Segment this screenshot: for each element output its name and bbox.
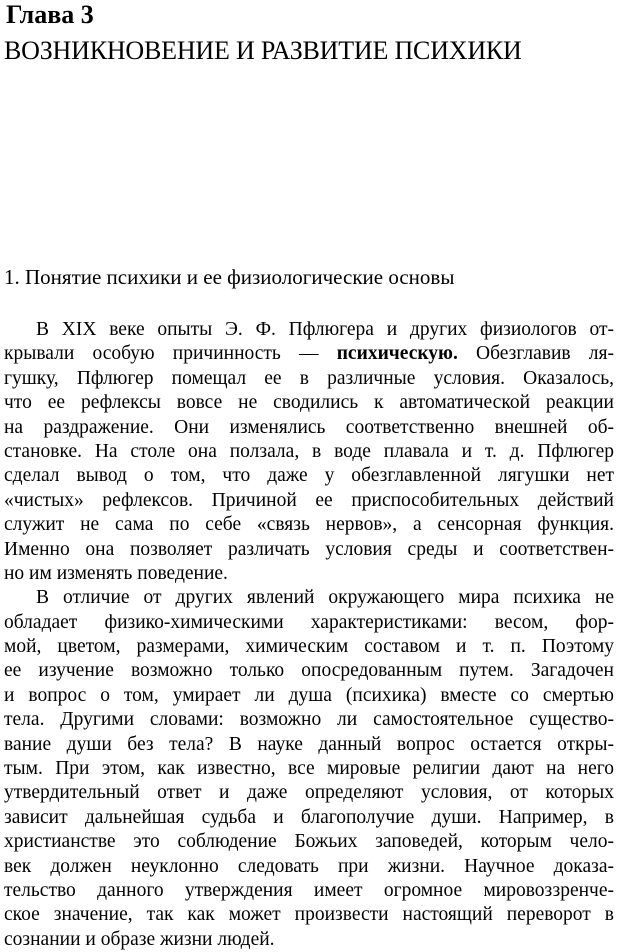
body-text: [4, 318, 614, 952]
paragraph-2-line: тельство данного утверждения имеет огромное мировоззренче-: [4, 879, 614, 901]
paragraph-2-line: обладает физико-химическими характеристиками: весом, фор-: [4, 611, 614, 633]
paragraph-2-line: тым. При этом, как известно, все мировые религии дают на него: [4, 758, 614, 780]
paragraph-1-line: «чистых» рефлексов. Причиной ее приспособительных действий: [4, 489, 614, 511]
paragraph-1-line: на раздражение. Они изменялись соответственно внешней об-: [4, 416, 614, 438]
paragraph-1-line: но им изменять поведение.: [4, 562, 228, 584]
paragraph-1-line: становке. На столе она ползала, в воде плавала и т. д. Пфлюгер: [4, 440, 614, 462]
section-title: 1. Понятие психики и ее физиологические основы: [4, 265, 455, 289]
paragraph-1-line: сделал вывод о том, что даже у обезглавленной лягушки нет: [4, 465, 614, 487]
paragraph-2-line: христианстве это соблюдение Божьих заповедей, которым чело-: [4, 831, 614, 853]
paragraph-2-line: сознании и образе жизни людей.: [4, 928, 275, 950]
paragraph-2-line: ее изучение возможно только опосредованным путем. Загадочен: [4, 660, 614, 682]
paragraph-2-line: ское значение, так как может произвести настоящий переворот в: [4, 904, 614, 926]
paragraph-2-line: и вопрос о том, умирает ли душа (психика) вместе со смертью: [4, 684, 614, 706]
paragraph-1-line: В XIX веке опыты Э. Ф. Пфлюгера и других физиологов от-: [36, 319, 614, 340]
line-text: Обезглавив ля-: [457, 343, 614, 365]
chapter-title: ВОЗНИКНОВЕНИЕ И РАЗВИТИЕ ПСИХИКИ: [4, 36, 522, 65]
line-text: крывали особую причинность —: [4, 343, 337, 365]
paragraph-1-line: служит не сама по себе «связь нервов», а сенсорная функция.: [4, 514, 614, 536]
paragraph-1-line: Именно она позволяет различать условия среды и соответствен-: [4, 538, 614, 560]
paragraph-2-line: тела. Другими словами: возможно ли самостоятельное существо-: [4, 709, 614, 731]
paragraph-1-line: [4, 342, 614, 366]
paragraph-2-line: зависит дальнейшая судьба и благополучие души. Например, в: [4, 806, 614, 828]
emphasis-term: психическую.: [336, 343, 458, 365]
paragraph-1-line: что ее рефлексы вовсе не сводились к автоматической реакции: [4, 392, 614, 414]
paragraph-2-line: мой, цветом, размерами, химическим составом и т. п. Поэтому: [4, 636, 614, 658]
paragraph-2-line: утвердительный ответ и даже определяют условия, от которых: [4, 782, 614, 804]
paragraph-1-line: гушку, Пфлюгер помещал ее в различные условия. Оказалось,: [4, 367, 614, 389]
chapter-label: Глава 3: [6, 0, 94, 29]
paragraph-2-line: век должен неуклонно следовать при жизни. Научное доказа-: [4, 855, 614, 877]
paragraph-2-line: вание души без тела? В науке данный вопрос остается откры-: [4, 733, 614, 755]
paragraph-2-line: В отличие от других явлений окружающего мира психика не: [36, 587, 614, 609]
